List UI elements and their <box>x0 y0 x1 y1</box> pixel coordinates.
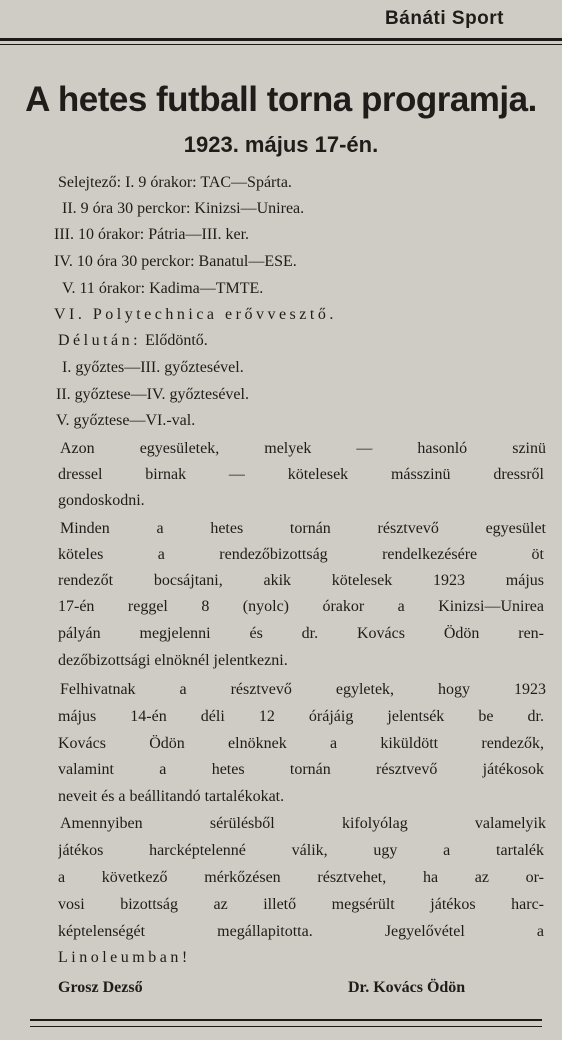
paragraph-line: Amennyiben sérülésből kifolyólag valamelyik <box>60 815 546 832</box>
paragraph-line: képtelenségét megállapitotta. Jegyelővétel a <box>58 923 544 940</box>
paragraph-line: pályán megjelenni és dr. Kovács Ödön ren- <box>58 625 544 642</box>
paragraph-line: 17-én reggel 8 (nyolc) órakor a Kinizsi—Unirea <box>58 598 544 615</box>
schedule-item: I. 9 órakor: TAC—Spárta. <box>125 174 292 191</box>
footer-rule-thin <box>30 1026 542 1027</box>
article-title: A hetes futball torna programja. <box>25 80 537 119</box>
paragraph-line: valamint a hetes tornán résztvevő játékosok <box>58 761 544 778</box>
paragraph-line: Kovács Ödön elnöknek a kiküldött rendezők, <box>58 735 544 752</box>
masthead: Bánáti Sport <box>385 8 504 29</box>
paragraph-line: dezőbizottsági elnöknél jelentkezni. <box>58 652 288 669</box>
afternoon-row <box>58 330 208 352</box>
afternoon-label: Délután: <box>58 332 142 349</box>
paragraph-line: rendezőt bocsájtani, akik kötelesek 1923 május <box>58 572 544 589</box>
signature-left: Grosz Dezső <box>58 979 143 996</box>
schedule-item: II. 9 óra 30 perckor: Kinizsi—Unirea. <box>62 200 305 217</box>
semifinal-item: II. győztese—IV. győztesével. <box>56 386 249 403</box>
paragraph-line: dressel birnak — kötelesek másszinü dressről <box>58 466 544 483</box>
paragraph-line: Minden a hetes tornán résztvevő egyesület <box>60 520 546 537</box>
semifinal-item: I. győztes—III. győztesével. <box>62 359 244 376</box>
schedule-item: VI. Polytechnica erővvesztő. <box>54 306 337 323</box>
schedule-item: IV. 10 óra 30 perckor: Banatul—ESE. <box>54 253 297 270</box>
paragraph-line: Linoleumban! <box>58 949 191 966</box>
signature-right: Dr. Kovács Ödön <box>348 979 466 996</box>
header-rule <box>0 38 562 41</box>
paragraph-line: Azon egyesületek, melyek — hasonló szinü <box>60 440 546 457</box>
paragraph-line: vosi bizottság az illető megsérült játékos harc- <box>58 896 544 913</box>
paragraph-line: gondoskodni. <box>58 492 145 509</box>
footer-rule <box>30 1019 542 1021</box>
paragraph-line: Felhivatnak a résztvevő egyletek, hogy 1923 <box>60 681 546 698</box>
paragraph-line: játékos harcképtelenné válik, ugy a tartalék <box>58 842 544 859</box>
semifinal-item: V. győztese—VI.-val. <box>56 412 196 429</box>
paragraph-line: május 14-én déli 12 órájáig jelentsék be dr. <box>58 708 544 725</box>
schedule-label: Selejtező: <box>58 174 122 191</box>
schedule-item: III. 10 órakor: Pátria—III. ker. <box>54 226 250 243</box>
paragraph-line: köteles a rendezőbizottság rendelkezésére öt <box>58 546 544 563</box>
paragraph-line: neveit és a beállitandó tartalékokat. <box>58 788 285 805</box>
paragraph-line: a következő mérkőzésen résztvehet, ha az or- <box>58 869 544 886</box>
schedule-item: V. 11 órakor: Kadima—TMTE. <box>62 280 264 297</box>
header-rule-thin <box>0 44 562 45</box>
article-date: 1923. május 17-én. <box>183 132 379 157</box>
afternoon-value: Elődöntő. <box>145 332 208 349</box>
schedule-row-1 <box>58 172 292 194</box>
